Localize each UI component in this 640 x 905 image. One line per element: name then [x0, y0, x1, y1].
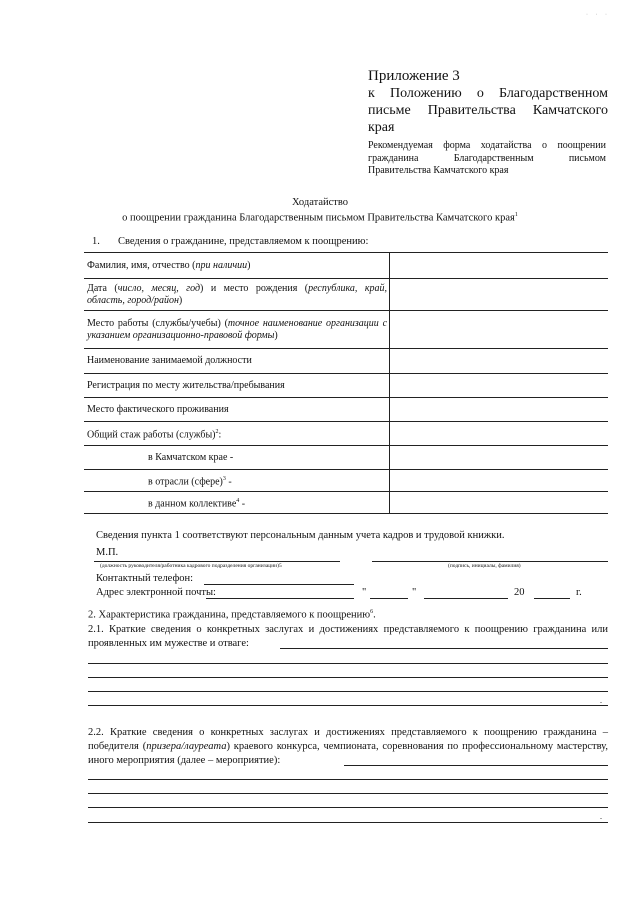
- row-value-collective[interactable]: [390, 492, 608, 514]
- row-value-registration[interactable]: [390, 374, 608, 398]
- row-value-residence[interactable]: [390, 398, 608, 422]
- row-value-workplace[interactable]: [390, 311, 608, 349]
- answer-line[interactable]: [88, 779, 608, 780]
- subtitle: о поощрении гражданина Благодарственным письмом Правительства Камчатского края$^1$: [122, 212, 518, 224]
- row-label-residence: Место фактического проживания: [84, 398, 390, 422]
- recommendation-line-3: Правительства Камчатского края: [368, 165, 509, 176]
- answer-line[interactable]: [88, 691, 608, 692]
- row-label-experience: Общий стаж работы (службы)$^2$:: [84, 422, 390, 446]
- appendix-line-3: края: [368, 120, 395, 135]
- section-2-2-text: 2.2. Краткие сведения о конкретных заслугах и достижениях представляемого к поощрению гражданина – победителя (призера/лауреата) краевого конкурса, чемпионата, соревнования по профессиональному мастерству, иного мероприятия (далее – мероприятие):: [88, 727, 608, 766]
- row-label-industry: в отрасли (сфере)$^3$ -: [84, 470, 390, 492]
- appendix-line-1: к Положению о Благодарственном: [368, 86, 608, 101]
- row-value-position[interactable]: [390, 349, 608, 374]
- appendix-number: Приложение 3: [368, 68, 460, 84]
- table-row: [84, 279, 608, 311]
- recommendation-note: [368, 140, 606, 178]
- section-2-1-text: 2.1. Краткие сведения о конкретных заслугах и достижениях представляемого к поощрению гражданина или проявленных им мужестве и отваге:: [88, 624, 608, 649]
- row-value-industry[interactable]: [390, 470, 608, 492]
- caption-signature: (подпись, инициалы, фамилия): [448, 563, 521, 569]
- stamp-place: М.П.: [96, 547, 119, 558]
- date-year-line[interactable]: [534, 598, 570, 599]
- recommendation-line-2: гражданина Благодарственным письмом: [368, 152, 606, 164]
- section-2-heading: 2. Характеристика гражданина, представляемого к поощрению$^6$.: [88, 609, 376, 621]
- table-row: [84, 422, 608, 446]
- phone-label: Контактный телефон:: [96, 573, 194, 584]
- scan-marks: · · ·: [586, 12, 610, 18]
- document-title: [0, 196, 640, 225]
- table-row: [84, 253, 608, 279]
- email-label: Адрес электронной почты:: [96, 587, 216, 598]
- date-quote-close: ": [412, 587, 417, 598]
- table-row: [84, 470, 608, 492]
- personal-data-note: Сведения пункта 1 соответствуют персональным данным учета кадров и трудовой книжки.: [96, 530, 505, 541]
- end-dot: .: [600, 696, 602, 705]
- row-label-registration: Регистрация по месту жительства/пребывания: [84, 374, 390, 398]
- answer-line[interactable]: [88, 677, 608, 678]
- email-input-line[interactable]: [206, 598, 354, 599]
- citizen-info-table: [84, 252, 608, 514]
- row-label-kamchatka: в Камчатском крае -: [84, 446, 390, 470]
- date-quote-open: ": [362, 587, 367, 598]
- title: Ходатайство: [292, 197, 348, 208]
- answer-line[interactable]: [88, 822, 608, 823]
- row-label-fio: Фамилия, имя, отчество (при наличии): [84, 253, 390, 279]
- row-value-kamchatka[interactable]: [390, 446, 608, 470]
- date-year-suffix: г.: [576, 587, 582, 598]
- answer-line[interactable]: [344, 765, 608, 766]
- row-label-birth: Дата (число, месяц, год) и место рождения (республика, край, область, город/район): [84, 279, 390, 311]
- answer-line[interactable]: [88, 663, 608, 664]
- section-1-heading: 1. Сведения о гражданине, представляемом к поощрению:: [92, 236, 369, 247]
- signature-position-line[interactable]: [94, 561, 340, 562]
- table-row: [84, 311, 608, 349]
- table-row: [84, 349, 608, 374]
- signature-name-line[interactable]: [372, 561, 608, 562]
- answer-line[interactable]: [88, 705, 608, 706]
- answer-line[interactable]: [88, 793, 608, 794]
- date-year-prefix: 20: [514, 587, 525, 598]
- table-row: [84, 446, 608, 470]
- end-dot: .: [600, 812, 602, 821]
- row-label-collective: в данном коллективе$^4$ -: [84, 492, 390, 514]
- answer-line[interactable]: [280, 648, 608, 649]
- phone-input-line[interactable]: [204, 584, 354, 585]
- answer-line[interactable]: [88, 807, 608, 808]
- row-value-birth[interactable]: [390, 279, 608, 311]
- row-value-experience[interactable]: [390, 422, 608, 446]
- table-row: [84, 374, 608, 398]
- appendix-header: [368, 68, 608, 136]
- date-month-line[interactable]: [424, 598, 508, 599]
- recommendation-line-1: Рекомендуемая форма ходатайства о поощрении: [368, 140, 606, 151]
- table-row: [84, 398, 608, 422]
- row-label-workplace: Место работы (службы/учебы) (точное наименование организации с указанием организационно-правовой формы): [84, 311, 390, 349]
- row-label-position: Наименование занимаемой должности: [84, 349, 390, 374]
- date-day-line[interactable]: [370, 598, 408, 599]
- appendix-line-2: письме Правительства Камчатского: [368, 103, 608, 118]
- table-row: [84, 492, 608, 514]
- caption-position: (должность руководителя/работника кадрового подразделения организации)5: [100, 563, 282, 569]
- row-value-fio[interactable]: [390, 253, 608, 279]
